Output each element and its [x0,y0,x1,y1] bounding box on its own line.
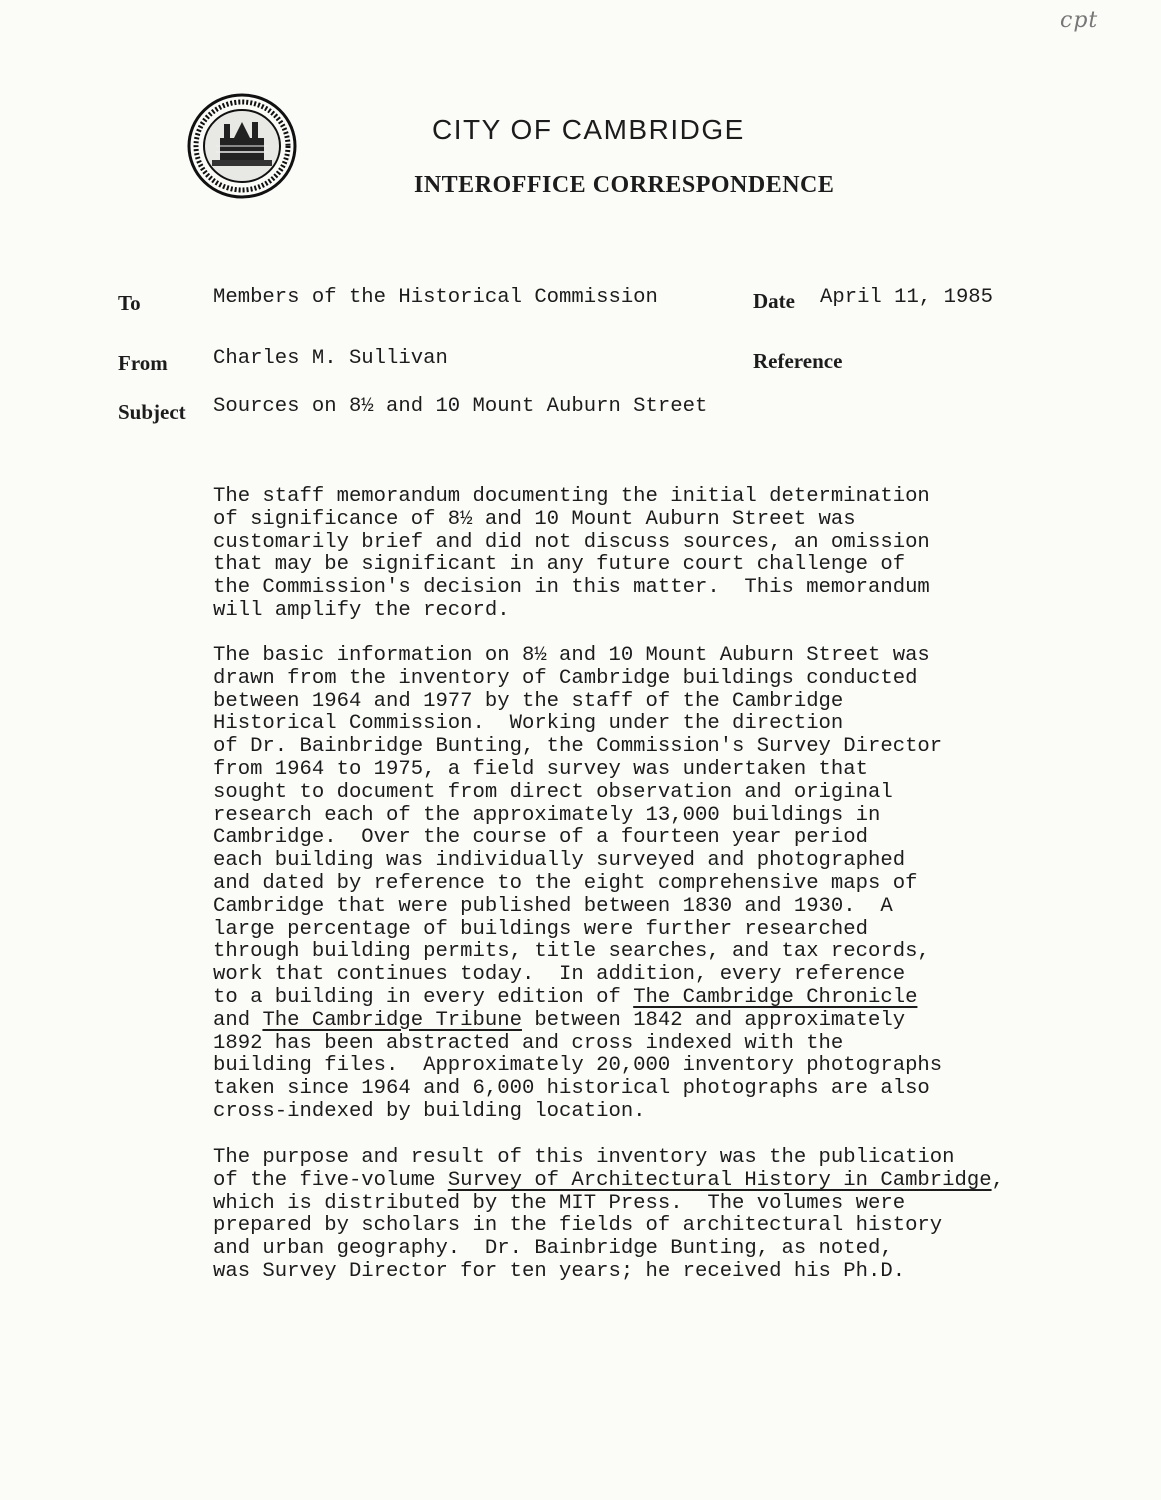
text-line: Cambridge. Over the course of a fourteen year period [213,826,868,850]
to-value: Members of the Historical Commission [213,286,658,309]
text-line: cross-indexed by building location. [213,1099,646,1123]
date-label: Date [753,289,795,313]
text-line: Historical Commission. Working under the direction [213,712,844,736]
form-title: INTEROFFICE CORRESPONDENCE [414,172,835,198]
subject-value: Sources on 8½ and 10 Mount Auburn Street [213,395,708,418]
text-line: between 1964 and 1977 by the staff of the Cambridge [213,689,844,713]
tribune-title: The Cambridge Tribune [262,1008,522,1032]
text-line: Cambridge that were published between 1830 and 1930. A [213,894,893,918]
text-line: large percentage of buildings were further researched [213,917,868,941]
text-line: and dated by reference to the eight comprehensive maps of [213,871,918,895]
text-segment: and [213,1008,263,1032]
chronicle-title: The Cambridge Chronicle [633,985,918,1009]
text-line: of significance of 8½ and 10 Mount Auburn Street was [213,507,856,531]
text-line [213,1170,1004,1193]
corner-handwritten-note: cpt [1060,8,1099,33]
city-seal-icon [186,92,298,200]
text-segment: of the five-volume [213,1168,448,1192]
text-line: each building was individually surveyed and photographed [213,849,906,873]
text-line [213,987,942,1010]
paragraph-3 [213,1147,1004,1284]
subject-label: Subject [118,400,186,424]
text-line: and urban geography. Dr. Bainbridge Bunting, as noted, [213,1237,893,1261]
text-segment: to a building in every edition of [213,985,634,1009]
text-line: 1892 has been abstracted and cross indexed with the [213,1031,844,1055]
text-line: through building permits, title searches, and tax records, [213,940,930,964]
text-line [213,1010,942,1033]
from-label: From [118,351,168,375]
text-segment: , [991,1168,1004,1192]
text-line: the Commission's decision in this matter. This memorandum [213,576,930,600]
text-line: from 1964 to 1975, a field survey was undertaken that [213,757,868,781]
paragraph-1 [213,486,930,623]
reference-label: Reference [753,349,843,373]
text-line: research each of the approximately 13,000 buildings in [213,803,881,827]
text-segment: between 1842 and approximately [521,1008,906,1032]
text-line: The basic information on 8½ and 10 Mount Auburn Street was [213,644,930,667]
text-line: of Dr. Bainbridge Bunting, the Commission's Survey Director [213,735,943,759]
text-line: work that continues today. In addition, every reference [213,963,906,987]
text-line: customarily brief and did not discuss sources, an omission [213,530,930,554]
city-title: CITY OF CAMBRIDGE [432,114,745,145]
text-line: prepared by scholars in the fields of architectural history [213,1214,943,1238]
date-value: April 11, 1985 [820,286,994,309]
text-line: will amplify the record. [213,598,510,622]
text-line: sought to document from direct observation and original [213,780,893,804]
text-line: building files. Approximately 20,000 inventory photographs [213,1054,943,1078]
text-line: drawn from the inventory of Cambridge buildings conducted [213,666,918,690]
text-line: which is distributed by the MIT Press. The volumes were [213,1191,906,1215]
survey-title: Survey of Architectural History in Cambridge [447,1168,992,1192]
to-label: To [118,291,141,315]
text-line: was Survey Director for ten years; he received his Ph.D. [213,1259,906,1283]
paragraph-2 [213,645,942,1124]
text-line: that may be significant in any future court challenge of [213,553,906,577]
text-line: The staff memorandum documenting the initial determination [213,485,930,508]
text-line: The purpose and result of this inventory was the publication [213,1146,955,1169]
text-line: taken since 1964 and 6,000 historical photographs are also [213,1077,930,1101]
from-value: Charles M. Sullivan [213,347,448,370]
